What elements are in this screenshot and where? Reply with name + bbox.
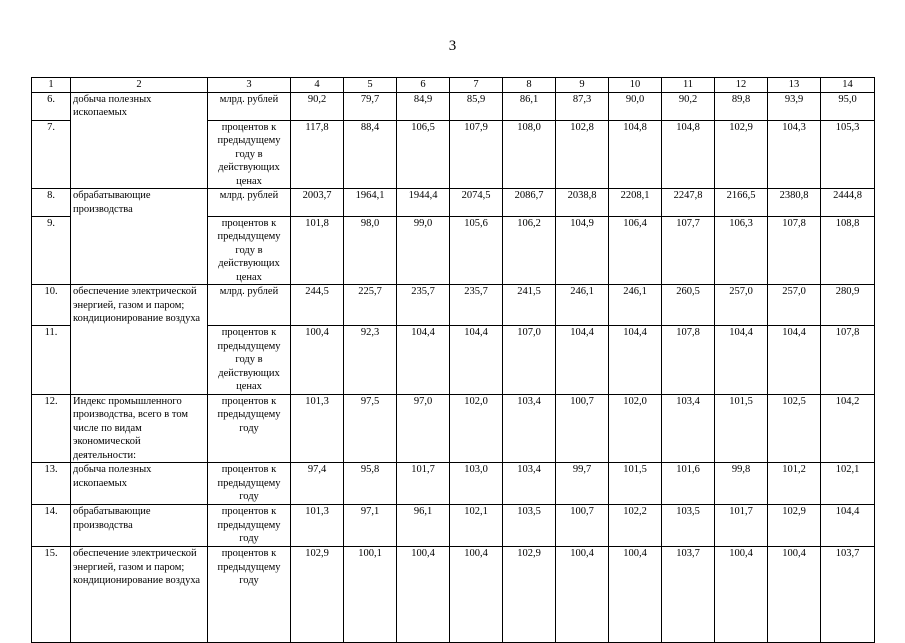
header-cell: 9	[556, 78, 609, 93]
header-cell: 4	[291, 78, 344, 93]
value-cell: 107,8	[662, 326, 715, 395]
value-cell: 101,3	[291, 505, 344, 547]
value-cell: 246,1	[609, 285, 662, 326]
value-cell: 99,0	[397, 216, 450, 285]
header-cell: 8	[503, 78, 556, 93]
value-cell: 102,2	[609, 505, 662, 547]
row-number: 12.	[32, 394, 71, 463]
value-cell: 246,1	[556, 285, 609, 326]
value-cell: 106,3	[715, 216, 768, 285]
value-cell: 2086,7	[503, 189, 556, 217]
value-cell: 104,4	[609, 326, 662, 395]
header-cell: 3	[208, 78, 291, 93]
value-cell: 100,4	[556, 547, 609, 643]
header-cell: 11	[662, 78, 715, 93]
value-cell: 104,4	[768, 326, 821, 395]
value-cell: 2166,5	[715, 189, 768, 217]
row-number: 8.	[32, 189, 71, 217]
row-number: 9.	[32, 216, 71, 285]
value-cell: 104,4	[556, 326, 609, 395]
value-cell: 107,8	[821, 326, 875, 395]
value-cell: 225,7	[344, 285, 397, 326]
value-cell: 104,9	[556, 216, 609, 285]
value-cell: 86,1	[503, 92, 556, 120]
unit-cell: процентов к предыдущему году в действующих ценах	[208, 216, 291, 285]
value-cell: 101,5	[715, 394, 768, 463]
value-cell: 257,0	[715, 285, 768, 326]
value-cell: 102,9	[768, 505, 821, 547]
row-number: 14.	[32, 505, 71, 547]
header-cell: 14	[821, 78, 875, 93]
data-table	[31, 77, 875, 643]
value-cell: 104,3	[768, 120, 821, 189]
value-cell: 90,0	[609, 92, 662, 120]
value-cell: 100,4	[715, 547, 768, 643]
table-row	[32, 189, 875, 217]
value-cell: 100,4	[397, 547, 450, 643]
value-cell: 89,8	[715, 92, 768, 120]
indicator-name: обрабатывающие производства	[71, 189, 208, 217]
value-cell: 2003,7	[291, 189, 344, 217]
table-row	[32, 120, 875, 189]
value-cell: 106,5	[397, 120, 450, 189]
unit-cell: млрд. рублей	[208, 189, 291, 217]
value-cell: 103,7	[821, 547, 875, 643]
value-cell: 2074,5	[450, 189, 503, 217]
row-number: 13.	[32, 463, 71, 505]
value-cell: 104,4	[397, 326, 450, 395]
value-cell: 235,7	[397, 285, 450, 326]
unit-cell: процентов к предыдущему году	[208, 547, 291, 643]
page-number: 3	[448, 38, 457, 54]
value-cell: 100,4	[768, 547, 821, 643]
value-cell: 102,9	[291, 547, 344, 643]
value-cell: 101,5	[609, 463, 662, 505]
value-cell: 2038,8	[556, 189, 609, 217]
value-cell: 100,4	[450, 547, 503, 643]
value-cell: 102,1	[821, 463, 875, 505]
row-number: 10.	[32, 285, 71, 326]
header-cell: 10	[609, 78, 662, 93]
value-cell: 102,0	[450, 394, 503, 463]
table-row	[32, 216, 875, 285]
value-cell: 95,8	[344, 463, 397, 505]
header-row	[32, 78, 875, 93]
value-cell: 102,5	[768, 394, 821, 463]
unit-cell: процентов к предыдущему году	[208, 394, 291, 463]
row-number: 15.	[32, 547, 71, 643]
value-cell: 92,3	[344, 326, 397, 395]
value-cell: 96,1	[397, 505, 450, 547]
row-number: 7.	[32, 120, 71, 189]
value-cell: 260,5	[662, 285, 715, 326]
value-cell: 93,9	[768, 92, 821, 120]
value-cell: 106,2	[503, 216, 556, 285]
value-cell: 104,4	[450, 326, 503, 395]
value-cell: 1964,1	[344, 189, 397, 217]
indicator-name: добыча полезных ископаемых	[71, 92, 208, 120]
value-cell: 107,9	[450, 120, 503, 189]
header-cell: 7	[450, 78, 503, 93]
value-cell: 85,9	[450, 92, 503, 120]
value-cell: 104,8	[609, 120, 662, 189]
value-cell: 104,2	[821, 394, 875, 463]
unit-cell: процентов к предыдущему году	[208, 505, 291, 547]
value-cell: 106,4	[609, 216, 662, 285]
value-cell: 87,3	[556, 92, 609, 120]
value-cell: 2444,8	[821, 189, 875, 217]
value-cell: 102,0	[609, 394, 662, 463]
indicator-name	[71, 120, 208, 189]
value-cell: 103,5	[503, 505, 556, 547]
value-cell: 102,9	[715, 120, 768, 189]
value-cell: 107,0	[503, 326, 556, 395]
header-cell: 12	[715, 78, 768, 93]
value-cell: 1944,4	[397, 189, 450, 217]
table-row	[32, 92, 875, 120]
row-number: 6.	[32, 92, 71, 120]
value-cell: 88,4	[344, 120, 397, 189]
value-cell: 103,0	[450, 463, 503, 505]
header-cell: 13	[768, 78, 821, 93]
value-cell: 98,0	[344, 216, 397, 285]
value-cell: 101,3	[291, 394, 344, 463]
unit-cell: процентов к предыдущему году	[208, 463, 291, 505]
value-cell: 108,8	[821, 216, 875, 285]
value-cell: 95,0	[821, 92, 875, 120]
unit-cell: млрд. рублей	[208, 92, 291, 120]
value-cell: 257,0	[768, 285, 821, 326]
value-cell: 90,2	[662, 92, 715, 120]
table-row	[32, 394, 875, 463]
unit-cell: процентов к предыдущему году в действующих ценах	[208, 326, 291, 395]
value-cell: 90,2	[291, 92, 344, 120]
value-cell: 100,7	[556, 505, 609, 547]
indicator-name: обеспечение электрической энергией, газом и паром; кондиционирование воздуха	[71, 285, 208, 326]
value-cell: 103,7	[662, 547, 715, 643]
value-cell: 97,1	[344, 505, 397, 547]
value-cell: 103,4	[662, 394, 715, 463]
indicator-name: обрабатывающие производства	[71, 505, 208, 547]
value-cell: 105,6	[450, 216, 503, 285]
value-cell: 235,7	[450, 285, 503, 326]
unit-cell: процентов к предыдущему году в действующих ценах	[208, 120, 291, 189]
header-cell: 1	[32, 78, 71, 93]
header-cell: 2	[71, 78, 208, 93]
value-cell: 104,8	[662, 120, 715, 189]
value-cell: 101,7	[715, 505, 768, 547]
table-row	[32, 505, 875, 547]
value-cell: 103,5	[662, 505, 715, 547]
value-cell: 100,1	[344, 547, 397, 643]
indicator-name: Индекс промышленного производства, всего в том числе по видам экономической деятельности:	[71, 394, 208, 463]
value-cell: 101,8	[291, 216, 344, 285]
value-cell: 99,8	[715, 463, 768, 505]
value-cell: 2208,1	[609, 189, 662, 217]
indicator-name	[71, 216, 208, 285]
indicator-name: обеспечение электрической энергией, газом и паром; кондиционирование воздуха	[71, 547, 208, 643]
value-cell: 99,7	[556, 463, 609, 505]
indicator-name	[71, 326, 208, 395]
value-cell: 97,5	[344, 394, 397, 463]
value-cell: 104,4	[821, 505, 875, 547]
indicator-name: добыча полезных ископаемых	[71, 463, 208, 505]
value-cell: 84,9	[397, 92, 450, 120]
value-cell: 97,4	[291, 463, 344, 505]
value-cell: 100,4	[291, 326, 344, 395]
value-cell: 79,7	[344, 92, 397, 120]
value-cell: 280,9	[821, 285, 875, 326]
value-cell: 101,7	[397, 463, 450, 505]
unit-cell: млрд. рублей	[208, 285, 291, 326]
value-cell: 100,4	[609, 547, 662, 643]
value-cell: 104,4	[715, 326, 768, 395]
row-number: 11.	[32, 326, 71, 395]
value-cell: 108,0	[503, 120, 556, 189]
value-cell: 102,9	[503, 547, 556, 643]
value-cell: 107,8	[768, 216, 821, 285]
table-row	[32, 463, 875, 505]
value-cell: 2380,8	[768, 189, 821, 217]
value-cell: 117,8	[291, 120, 344, 189]
value-cell: 103,4	[503, 463, 556, 505]
table-row	[32, 285, 875, 326]
value-cell: 102,8	[556, 120, 609, 189]
value-cell: 100,7	[556, 394, 609, 463]
table-row	[32, 547, 875, 643]
value-cell: 107,7	[662, 216, 715, 285]
value-cell: 241,5	[503, 285, 556, 326]
value-cell: 101,6	[662, 463, 715, 505]
value-cell: 101,2	[768, 463, 821, 505]
value-cell: 105,3	[821, 120, 875, 189]
value-cell: 103,4	[503, 394, 556, 463]
header-cell: 6	[397, 78, 450, 93]
header-cell: 5	[344, 78, 397, 93]
value-cell: 102,1	[450, 505, 503, 547]
value-cell: 2247,8	[662, 189, 715, 217]
table-row	[32, 326, 875, 395]
value-cell: 97,0	[397, 394, 450, 463]
value-cell: 244,5	[291, 285, 344, 326]
